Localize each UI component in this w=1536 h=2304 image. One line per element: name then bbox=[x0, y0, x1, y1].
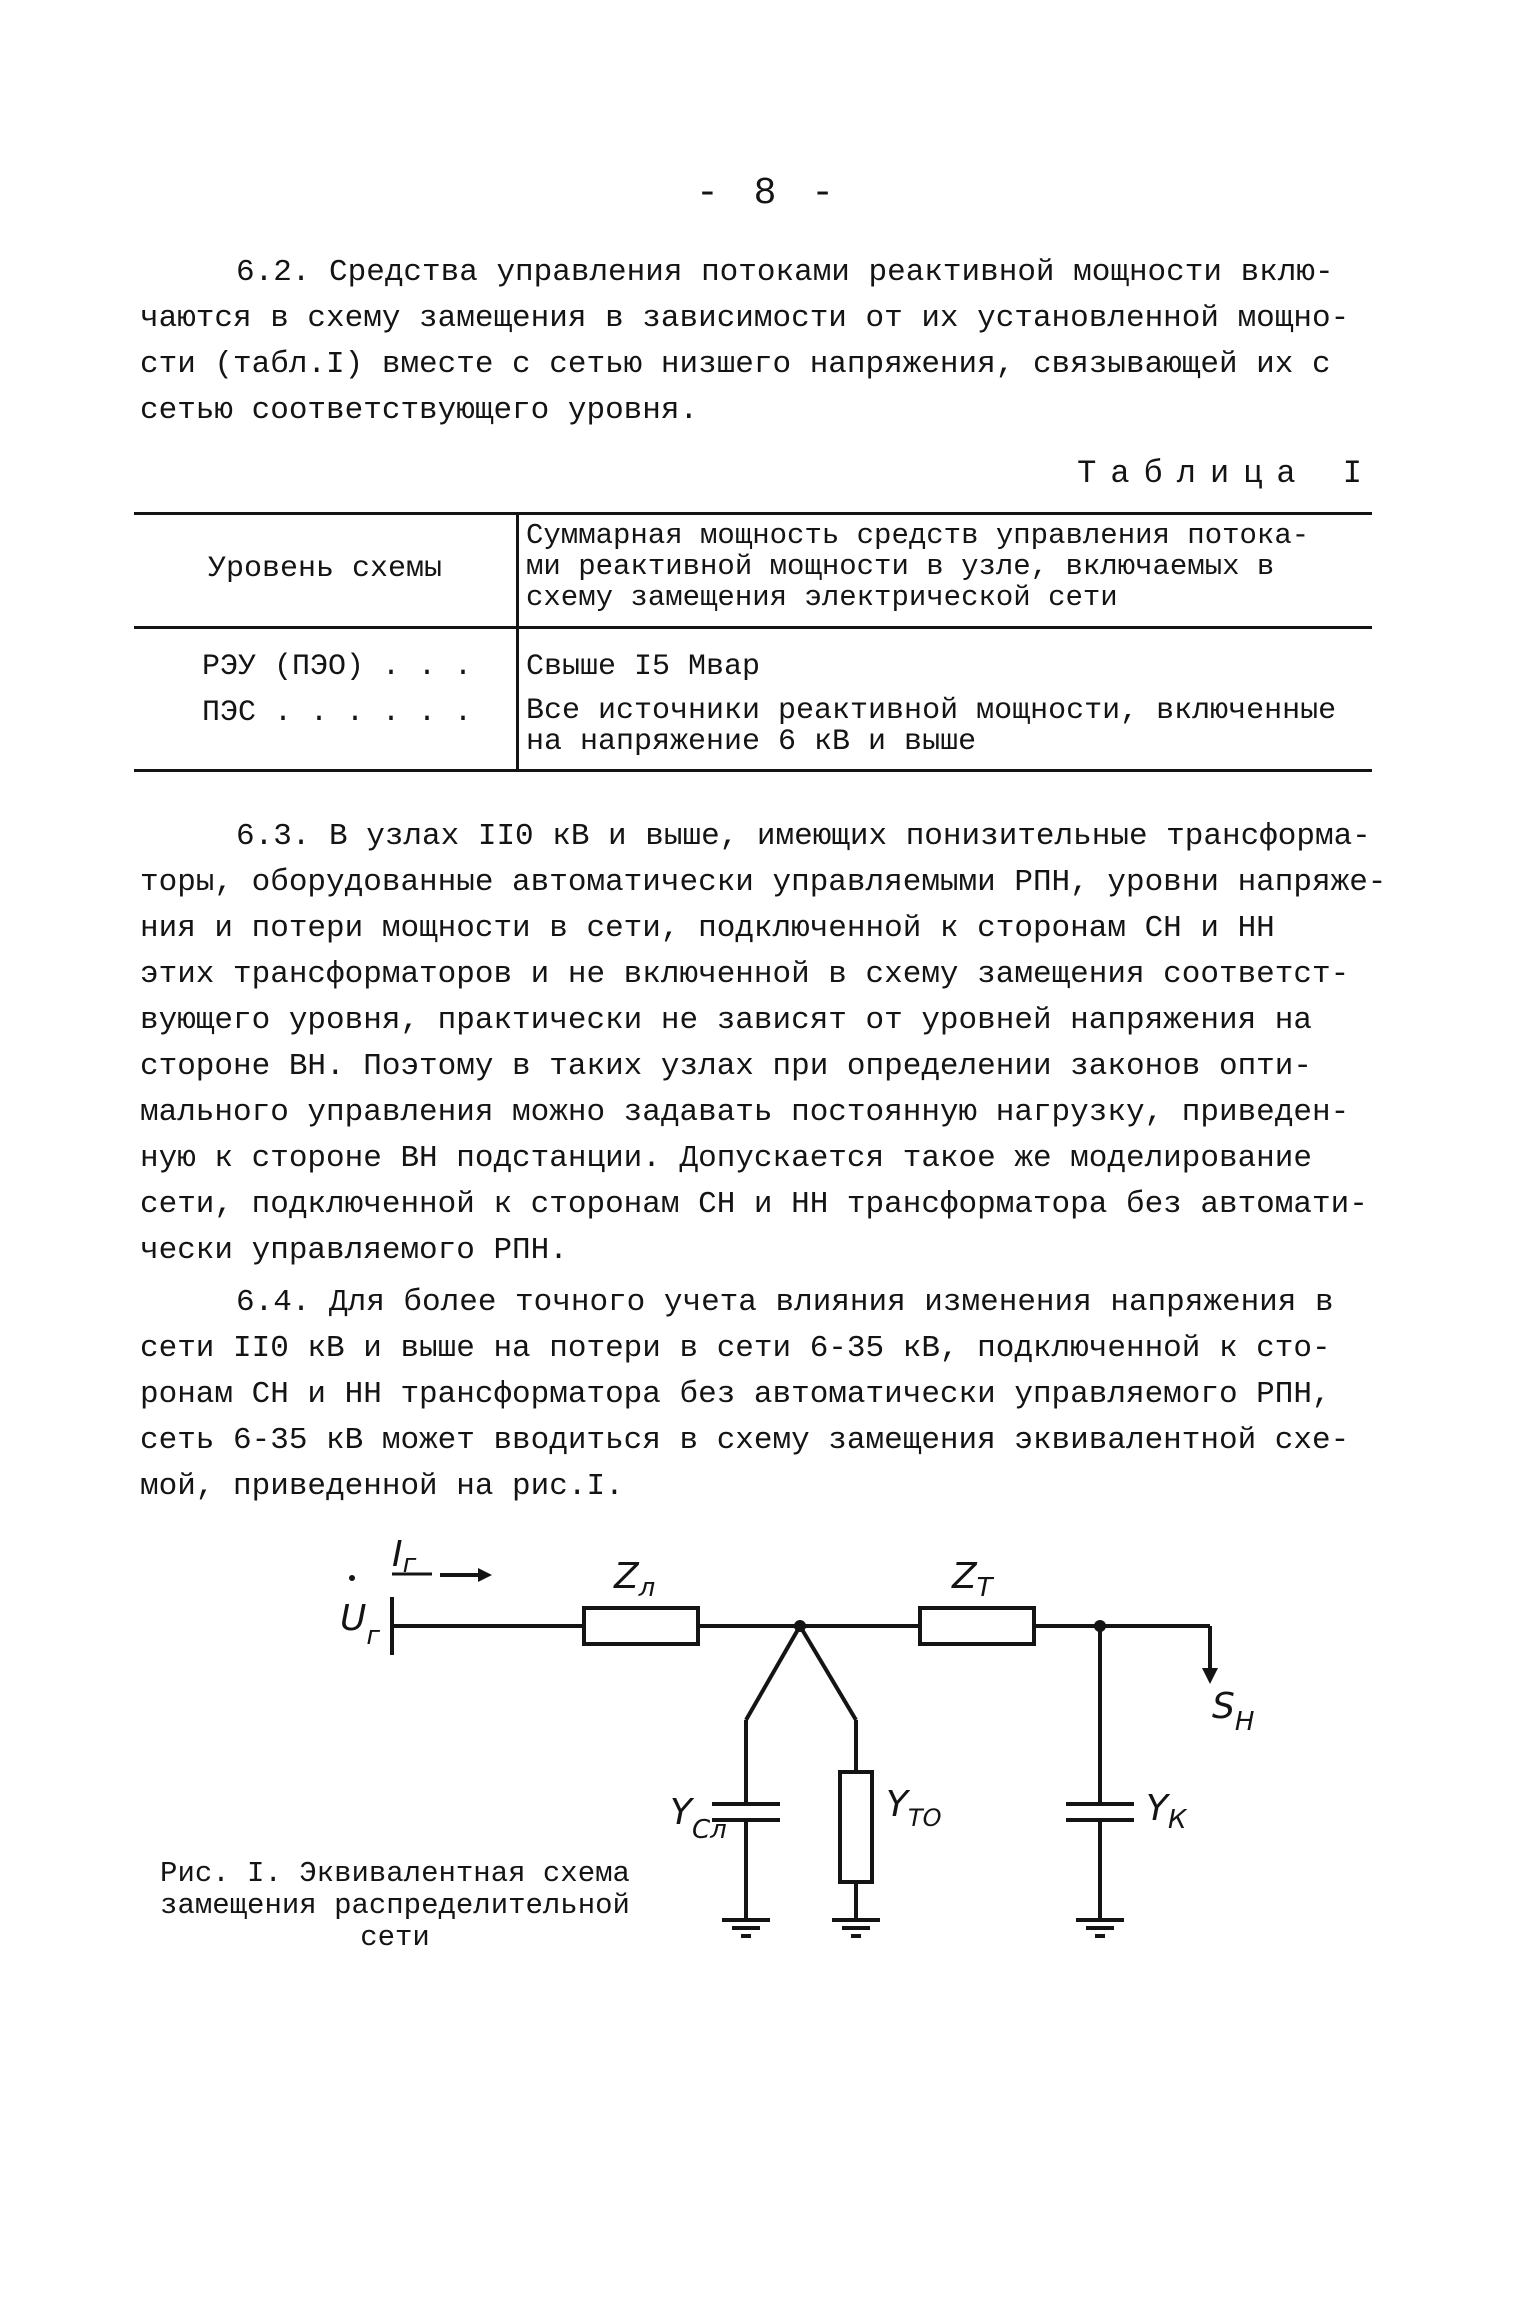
wire bbox=[800, 1626, 856, 1720]
ycl-label: Y bbox=[670, 1792, 692, 1833]
caption-line: сети bbox=[360, 1921, 430, 1954]
svg-text:Uг bbox=[340, 1598, 380, 1651]
junction-node bbox=[794, 1620, 806, 1632]
zl-label: Z bbox=[614, 1556, 639, 1597]
text-line: сти (табл.I) вместе с сетью низшего напряжения, связывающей их с bbox=[140, 347, 1331, 382]
text-line: ронам СН и НН трансформатора без автоматически управляемого РПН, bbox=[140, 1377, 1331, 1412]
svg-text:YТО bbox=[886, 1784, 942, 1832]
header-line: ми реактивной мощности в узле, включаемых в bbox=[526, 550, 1275, 583]
yto-label-sub: ТО bbox=[908, 1804, 942, 1832]
voltage-label-sub: г bbox=[366, 1621, 381, 1651]
ycl-label-sub: Сл bbox=[692, 1815, 727, 1845]
yk-label-sub: К bbox=[1168, 1805, 1187, 1835]
text-line: торы, оборудованные автоматически управляемыми РПН, уровни напряже- bbox=[140, 865, 1387, 900]
text-line: сетью соответствующего уровня. bbox=[140, 393, 699, 428]
text-line: 6.3. В узлах II0 кВ и выше, имеющих понизительные трансформа- bbox=[236, 819, 1371, 854]
yto-label: Y bbox=[886, 1784, 908, 1825]
table-row-1-value: Свыше I5 Мвар bbox=[526, 650, 761, 684]
text-line: этих трансформаторов и не включенной в схему замещения соответст- bbox=[140, 957, 1350, 992]
caption-line: Рис. I. Эквивалентная схема bbox=[160, 1857, 630, 1890]
text-line: чаются в схему замещения в зависимости от их установленной мощно- bbox=[140, 301, 1350, 336]
load-arrow-head bbox=[1202, 1668, 1218, 1684]
caption-line: замещения распределительной bbox=[160, 1889, 630, 1922]
text-line: мой, приведенной на рис.I. bbox=[140, 1469, 624, 1504]
voltage-label: U bbox=[340, 1598, 367, 1639]
cell-line: на напряжение 6 кВ и выше bbox=[526, 725, 977, 759]
transformer-admittance-resistor bbox=[840, 1772, 872, 1882]
text-line: сеть 6-35 кВ может вводиться в схему замещения эквивалентной схе- bbox=[140, 1423, 1350, 1458]
svg-text:YК bbox=[1146, 1788, 1188, 1835]
current-label-sub: г bbox=[402, 1549, 417, 1579]
page-number: - 8 - bbox=[695, 172, 841, 215]
svg-text:ZТ bbox=[951, 1556, 995, 1603]
text-line: вующего уровня, практически не зависят от уровней напряжения на bbox=[140, 1003, 1312, 1038]
figure-caption bbox=[130, 1858, 660, 1954]
voltage-dot bbox=[349, 1575, 355, 1581]
table-row-2-level: ПЭС . . . . . . bbox=[202, 696, 473, 730]
text-line: мального управления можно задавать постоянную нагрузку, приведен- bbox=[140, 1095, 1350, 1130]
text-line: сети, подключенной к сторонам СН и НН трансформатора без автомати- bbox=[140, 1187, 1368, 1222]
zt-label: Z bbox=[952, 1556, 977, 1597]
text-line: ную к стороне ВН подстанции. Допускается такое же моделирование bbox=[140, 1141, 1312, 1176]
table-header-level: Уровень схемы bbox=[207, 552, 443, 586]
sn-label: S bbox=[1212, 1686, 1235, 1727]
current-arrow-head bbox=[478, 1568, 492, 1582]
header-line: Суммарная мощность средств управления потока- bbox=[526, 519, 1310, 552]
zt-label-sub: Т bbox=[976, 1573, 993, 1603]
text-line: ния и потери мощности в сети, подключенной к сторонам СН и НН bbox=[140, 911, 1275, 946]
text-line: сети II0 кВ и выше на потери в сети 6-35 кВ, подключенной к сто- bbox=[140, 1331, 1331, 1366]
table-row-1-level: РЭУ (ПЭО) . . . bbox=[202, 650, 473, 684]
svg-text:Zл bbox=[613, 1556, 655, 1603]
text-line: 6.2. Средства управления потоками реактивной мощности вклю- bbox=[236, 255, 1334, 290]
cell-line: Все источники реактивной мощности, включенные bbox=[526, 694, 1337, 728]
current-label: I bbox=[392, 1534, 403, 1575]
sn-label-sub: Н bbox=[1234, 1707, 1255, 1737]
header-line: схему замещения электрической сети bbox=[526, 581, 1118, 614]
line-impedance-resistor bbox=[584, 1608, 698, 1644]
junction-node bbox=[1094, 1620, 1106, 1632]
transformer-impedance-resistor bbox=[920, 1608, 1034, 1644]
svg-text:YСл bbox=[670, 1792, 727, 1845]
text-line: стороне ВН. Поэтому в таких узлах при определении законов опти- bbox=[140, 1049, 1312, 1084]
text-line: чески управляемого РПН. bbox=[140, 1233, 568, 1268]
text-line: 6.4. Для более точного учета влияния изменения напряжения в bbox=[236, 1285, 1334, 1320]
yk-label: Y bbox=[1146, 1788, 1168, 1829]
table-caption: Таблица I bbox=[1077, 455, 1376, 492]
svg-text:Iг bbox=[392, 1534, 417, 1579]
svg-text:SН bbox=[1212, 1686, 1254, 1737]
wire bbox=[746, 1626, 800, 1720]
zl-label-sub: л bbox=[638, 1573, 656, 1603]
